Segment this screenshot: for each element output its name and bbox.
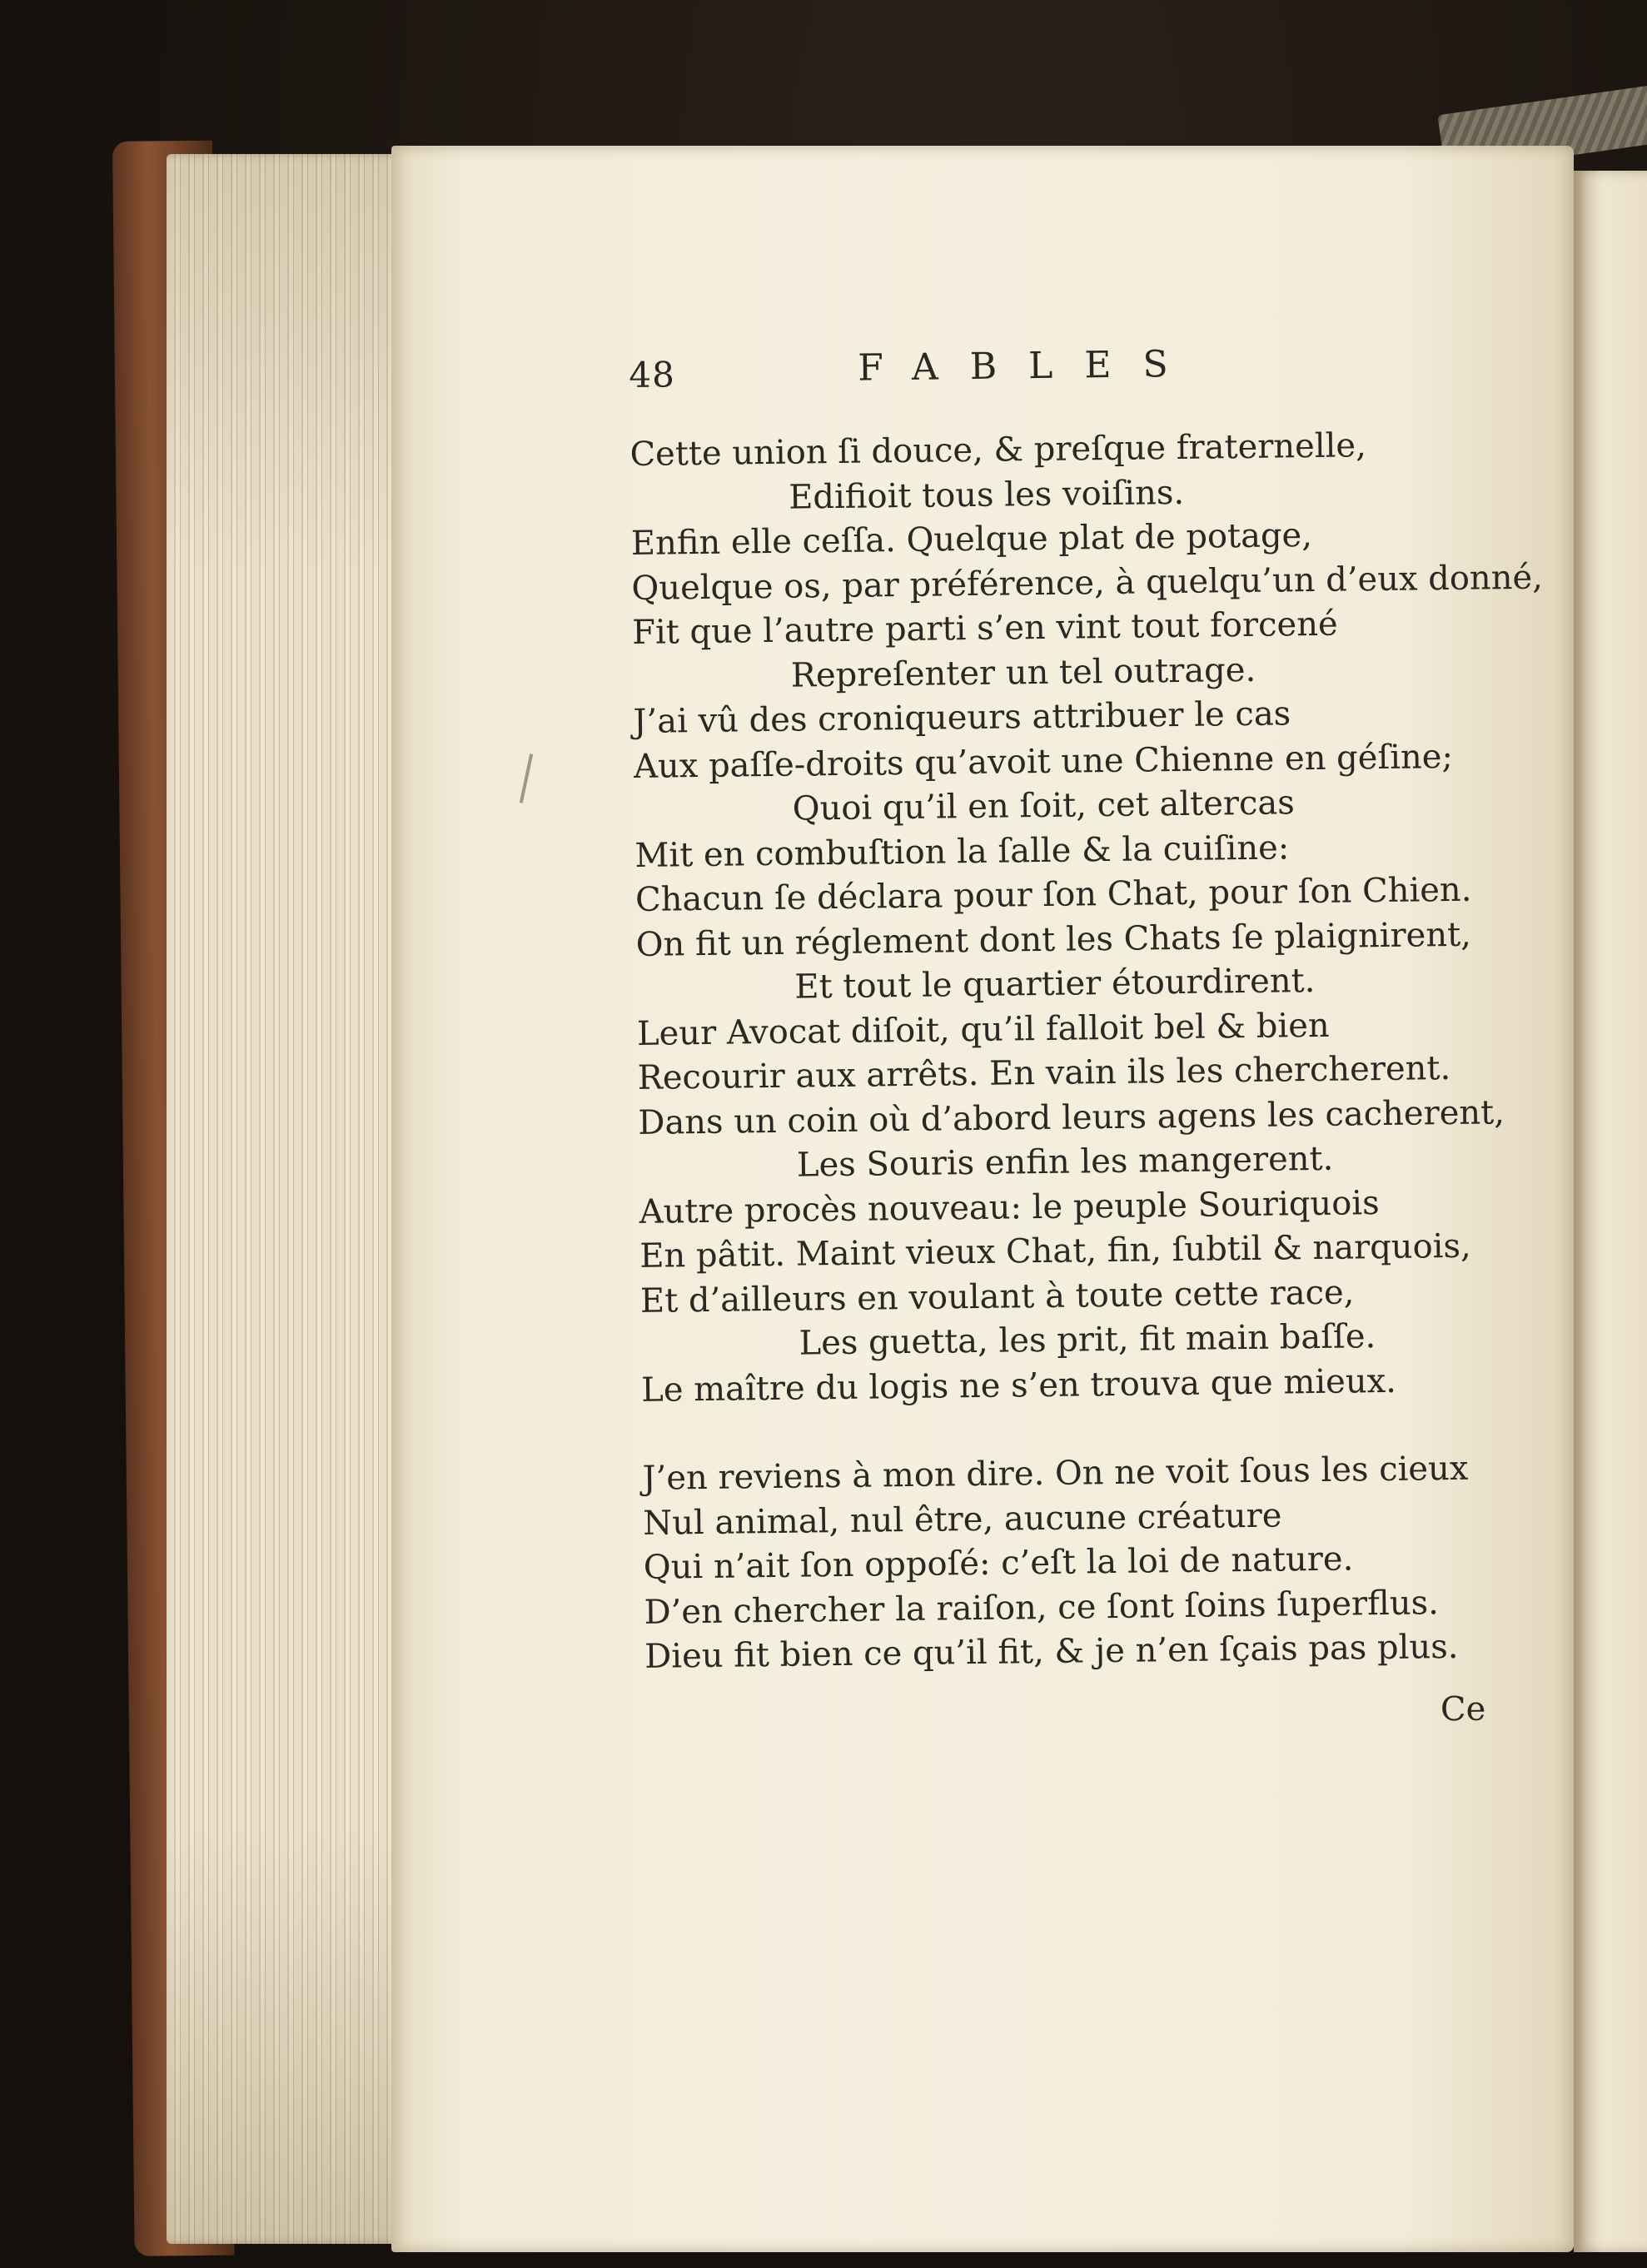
verse-line: Les guetta, les prit, fit main baſſe. <box>799 1317 1376 1363</box>
verse-line: D’en chercher la raiſon, ce ſont ſoins ſuperflus. <box>644 1583 1440 1632</box>
verse-line: On fit un réglement dont les Chats ſe plaignirent, <box>635 915 1472 964</box>
verse-line: Nul animal, nul être, aucune créature <box>642 1496 1282 1543</box>
running-head <box>629 340 1479 416</box>
verse-line: Et d’ailleurs en voulant à toute cette race, <box>639 1272 1355 1321</box>
page-text-block <box>629 340 1544 1680</box>
verse-line: Chacun ſe déclara pour ſon Chat, pour ſon Chien. <box>634 870 1472 919</box>
verse-line: Mit en combuſtion la ſalle & la cuiſine: <box>634 828 1290 875</box>
running-title: FABLES <box>857 342 1200 390</box>
verse-line: Repreſenter un tel outrage. <box>790 650 1256 695</box>
page-number: 48 <box>629 354 676 395</box>
verse-line: Leur Avocat diſoit, qu’il falloit bel & bien <box>636 1006 1330 1053</box>
verse-line: Cette union ſi douce, & preſque fraternelle, <box>629 426 1367 474</box>
verse-line: Le maître du logis ne s’en trouva que mieux. <box>640 1361 1397 1410</box>
catchword: Ce <box>1440 1689 1486 1729</box>
verse-line: En pâtit. Maint vieux Chat, fin, ſubtil & narquois, <box>639 1226 1471 1276</box>
verse-lines <box>629 423 1544 1680</box>
verse-line: Quelque os, par préférence, à quelqu’un d’eux donné, <box>631 558 1544 608</box>
verse-line: Et tout le quartier étourdirent. <box>794 961 1316 1007</box>
verse-line: Edifioit tous les voiſins. <box>788 473 1185 517</box>
verse-line: Recourir aux arrêts. En vain ils les chercherent. <box>637 1049 1451 1097</box>
verse-line: Aux paſſe-droits qu’avoit une Chienne en géſine; <box>633 737 1454 786</box>
verse-line: Les Souris enfin les mangerent. <box>796 1139 1334 1185</box>
verse-line: J’en reviens à mon dire. On ne voit ſous les cieux <box>642 1449 1469 1498</box>
verse-line: Fit que l’autre parti s’en vint tout forcené <box>631 604 1338 652</box>
verse-line: J’ai vû des croniqueurs attribuer le cas <box>633 694 1291 741</box>
verse-line: Autre procès nouveau: le peuple Souriquois <box>639 1183 1380 1231</box>
verse-line: Enfin elle ceſſa. Quelque plat de potage, <box>630 515 1313 563</box>
verse-line: Dieu fit bien ce qu’il fit, & je n’en ſçais pas plus. <box>644 1627 1459 1676</box>
page-edges <box>167 154 408 2244</box>
facing-page <box>1574 171 1647 2252</box>
verse-line: Qui n’ait ſon oppoſé: c’eſt la loi de nature. <box>643 1539 1354 1587</box>
verse-line: Dans un coin où d’abord leurs agens les cacherent, <box>638 1092 1505 1142</box>
verse-line: Quoi qu’il en ſoit, cet altercas <box>792 783 1296 828</box>
